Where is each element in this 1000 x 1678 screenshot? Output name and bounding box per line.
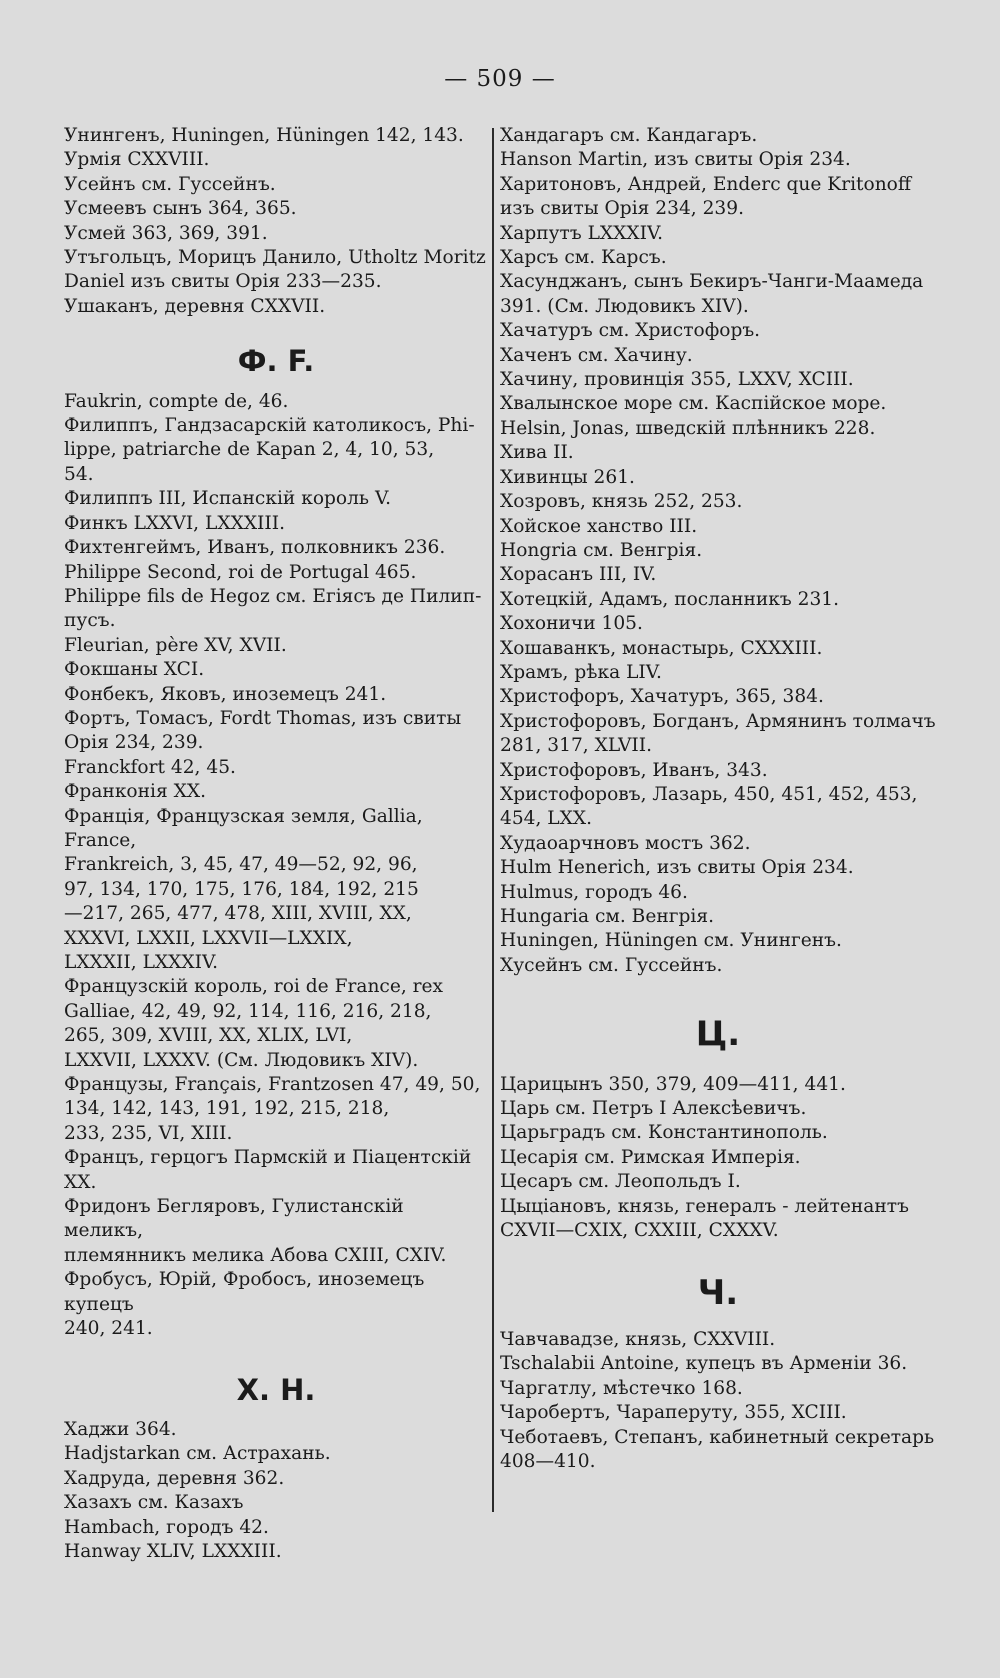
index-section-x: [64, 1418, 488, 1564]
page-number: — 509 —: [444, 66, 556, 92]
index-entry: Французскій король, roi de France, rex Galliae, 42, 49, 92, 114, 116, 216, 218, 265, 309, XVIII, XX, XLIX, LVI, LXXVII, LXXXV. (См. Людовикъ XIV).: [64, 976, 444, 1071]
index-entry: Филиппъ, Гандзасарскій католикосъ, Phi- lippe, patriarche de Kapan 2, 4, 10, 53, 54.: [64, 415, 475, 485]
index-entry: Хачатуръ см. Христофоръ.: [500, 320, 761, 342]
index-entry: Харпутъ LXXXIV.: [500, 222, 664, 244]
index-entry: Чаргатлу, мѣстечко 168.: [500, 1377, 743, 1399]
index-entry: Францъ, герцогъ Пармскій и Піацентскій XX.: [64, 1147, 472, 1193]
index-entry: Царьградъ см. Константинополь.: [500, 1122, 828, 1144]
index-entry: Хаченъ см. Хачину.: [500, 344, 693, 366]
index-entry: Харсъ см. Карсъ.: [500, 247, 667, 269]
index-entry: Хива II.: [500, 442, 574, 464]
index-entry: Худаоарчновъ мостъ 362.: [500, 832, 751, 854]
index-entry: Faukrin, compte de, 46.: [64, 390, 289, 412]
index-section-u: [64, 124, 488, 319]
index-entry: Урмія CXXVIII.: [64, 149, 210, 171]
index-entry: Фробусъ, Юрій, Фробосъ, иноземецъ купецъ 240, 241.: [64, 1269, 425, 1340]
index-entry: Фихтенгеймъ, Иванъ, полковникъ 236.: [64, 537, 446, 559]
index-entry: Усмеевъ сынъ 364, 365.: [64, 198, 297, 220]
index-entry: Hungaria см. Венгрія.: [500, 906, 714, 927]
index-entry: Царицынъ 350, 379, 409—411, 441.: [500, 1073, 846, 1095]
index-section-f: [64, 390, 488, 1342]
index-entry: Hulm Henerich, изъ свиты Орія 234.: [500, 857, 854, 879]
letter-heading-ch: Ч.: [697, 1273, 739, 1314]
index-section-x-continued: [500, 124, 936, 978]
index-column-left: [64, 124, 488, 1564]
index-entry: Hongria см. Венгрія.: [500, 539, 703, 561]
index-entry: Hanson Martin, изъ свиты Орія 234.: [500, 149, 851, 171]
index-entry: Хандагаръ см. Кандагаръ.: [500, 125, 758, 146]
index-entry: Helsin, Jonas, шведскій плѣнникъ 228.: [500, 417, 876, 439]
index-entry: Усейнъ см. Гуссейнъ.: [64, 173, 276, 195]
index-entry: Хазахъ см. Казахъ: [64, 1492, 244, 1514]
index-entry: Чаробертъ, Чарапеpуту, 355, XCIII.: [500, 1402, 847, 1424]
index-entry: Хотецкій, Адамъ, посланникъ 231.: [500, 588, 840, 610]
index-entry: Цесаръ см. Леопольдъ I.: [500, 1171, 741, 1193]
index-entry: Хошаванкъ, монастырь, CXXXIII.: [500, 637, 823, 659]
index-entry: Franckfort 42, 45.: [64, 756, 236, 778]
index-entry: Хадруда, деревня 362.: [64, 1467, 285, 1489]
index-entry: Царь см. Петръ I Алексѣевичъ.: [500, 1098, 807, 1120]
index-entry: Хасунджанъ, сынъ Бекиръ-Чанги-Маамеда 391. (См. Людовикъ XIV).: [500, 271, 924, 317]
index-entry: Хорасанъ III, IV.: [500, 564, 657, 586]
index-entry: Франція, Французская земля, Gallia, France, Frankreich, 3, 45, 47, 49—52, 92, 96, 97, 134, 170, 175, 176, 184, 192, 215 —217, 265, 477, 478, XIII, XVIII, XX, XXXVI, LXXII, LXXVII—LXXIX, LXXXII, LXXXIV.: [64, 805, 423, 973]
index-section-ts: [500, 1073, 936, 1244]
index-entry: Хвалынское море см. Каспійское море.: [500, 393, 887, 415]
index-entry: Хохоничи 105.: [500, 613, 643, 635]
index-entry: Хаджи 364.: [64, 1418, 177, 1440]
letter-heading-ts: Ц.: [695, 1014, 741, 1055]
index-entry: Унингенъ, Huningen, Hüningen 142, 143.: [64, 125, 464, 146]
index-entry: Хивинцы 261.: [500, 466, 635, 488]
index-entry: Hadjstarkan см. Астрахань.: [64, 1443, 331, 1465]
index-entry: Hanway XLIV, LXXXIII.: [64, 1540, 282, 1562]
index-entry: Храмъ, рѣка LIV.: [500, 661, 662, 683]
index-entry: Филиппъ III, Испанскій король V.: [64, 488, 392, 510]
index-entry: Fleurian, père XV, XVII.: [64, 634, 287, 656]
index-entry: Philippe fils de Hegoz см. Егіясъ де Пилип- пусъ.: [64, 585, 482, 632]
letter-heading-f: Ф. F.: [237, 344, 315, 379]
index-entry: Христофоровъ, Иванъ, 343.: [500, 759, 768, 781]
index-entry: Христофоровъ, Богданъ, Армянинъ толмачъ 281, 317, XLVII.: [500, 710, 936, 757]
index-entry: Утъгольцъ, Морицъ Данило, Utholtz Moritz Daniel изъ свиты Орія 233—235.: [64, 247, 486, 293]
index-entry: Philippe Second, roi de Portugal 465.: [64, 561, 417, 583]
index-entry: Хачину, провинція 355, LXXV, XCIII.: [500, 369, 854, 391]
index-entry: Харитоновъ, Андрей, Enderc que Kritonoff изъ свиты Орія 234, 239.: [500, 173, 912, 220]
index-section-ch: [500, 1328, 936, 1474]
index-entry: Tschalabii Antoine, купецъ въ Арменіи 36.: [500, 1353, 908, 1375]
index-entry: Цесарія см. Римская Имперія.: [500, 1146, 801, 1168]
index-entry: Фортъ, Томасъ, Fordt Thomas, изъ свиты Орія 234, 239.: [64, 707, 462, 754]
index-entry: Цыціановъ, князь, генералъ - лейтенантъ CXVII—CXIX, CXXIII, CXXXV.: [500, 1195, 909, 1242]
index-entry: Усмей 363, 369, 391.: [64, 222, 268, 244]
index-entry: Huningen, Hüningen см. Унингенъ.: [500, 930, 842, 952]
index-entry: Фридонъ Бегляровъ, Гулистанскій меликъ, племянникъ мелика Абова CXIII, CXIV.: [64, 1196, 447, 1266]
index-column-right: [500, 124, 936, 1474]
index-entry: Hambach, городъ 42.: [64, 1516, 269, 1538]
index-entry: Франконія XX.: [64, 781, 206, 803]
index-entry: Hulmus, городъ 46.: [500, 881, 688, 903]
index-entry: Ушаканъ, деревня CXXVII.: [64, 295, 326, 317]
column-divider: [492, 128, 494, 1512]
letter-heading-x: X. H.: [236, 1372, 316, 1407]
index-entry: Хозровъ, князь 252, 253.: [500, 491, 743, 513]
index-entry: Чеботаевъ, Степанъ, кабинетный секретарь 408—410.: [500, 1426, 935, 1472]
index-entry: Фокшаны XCI.: [64, 659, 205, 681]
index-entry: Финкъ LXXVI, LXXXIII.: [64, 512, 286, 534]
index-entry: Хойское ханство III.: [500, 515, 698, 537]
index-entry: Чавчавадзе, князь, CXXVIII.: [500, 1328, 776, 1350]
index-entry: Христофоровъ, Лазарь, 450, 451, 452, 453, 454, LXX.: [500, 783, 918, 830]
index-entry: Хусейнъ см. Гуссейнъ.: [500, 954, 723, 976]
index-entry: Христофоръ, Хачатуръ, 365, 384.: [500, 686, 824, 708]
index-entry: Фонбекъ, Яковъ, иноземецъ 241.: [64, 683, 387, 705]
index-entry: Французы, Français, Frantzosen 47, 49, 50, 134, 142, 143, 191, 192, 215, 218, 233, 235, VI, XIII.: [64, 1074, 481, 1144]
